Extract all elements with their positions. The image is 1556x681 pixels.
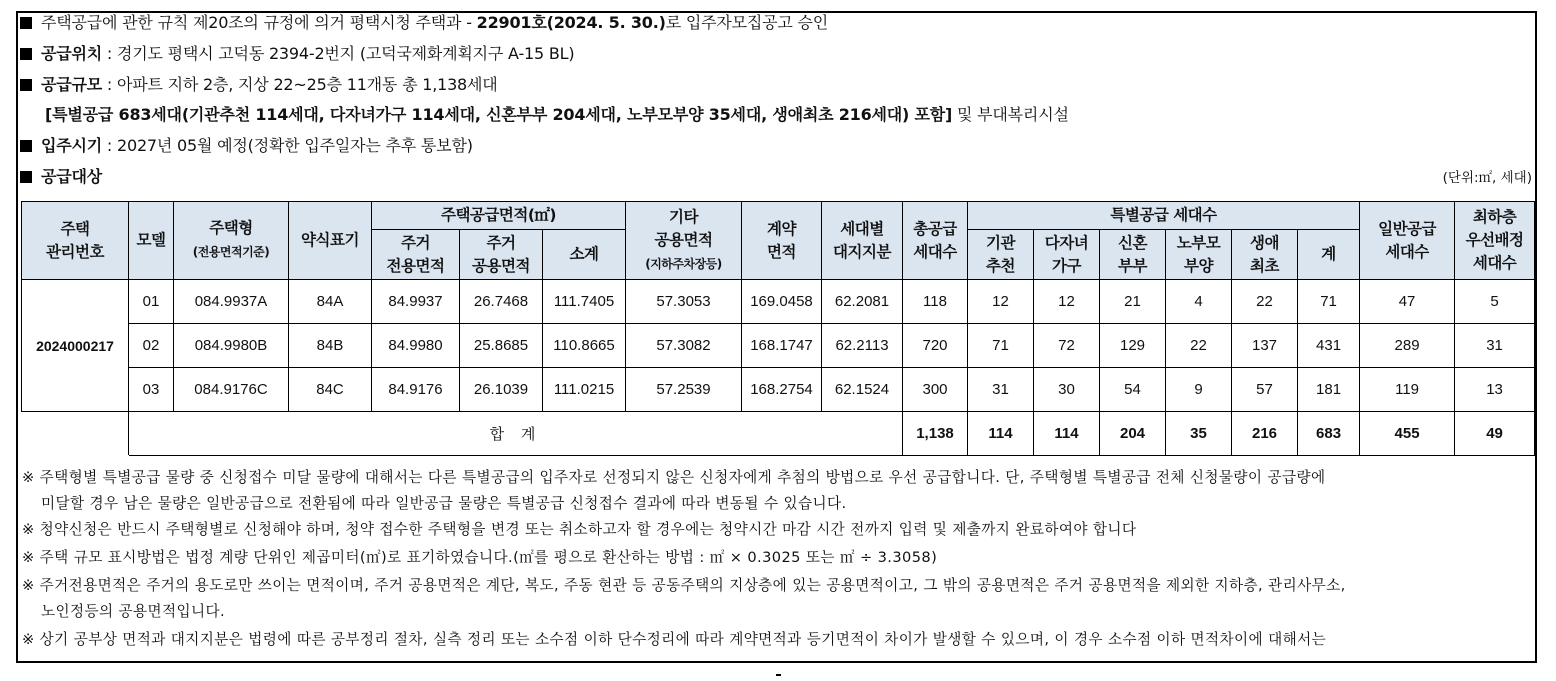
total-newlywed: 204 [1100, 412, 1166, 456]
cell-multi: 12 [1034, 280, 1100, 324]
scale-value: : 아파트 지하 2층, 지상 22~25층 11개동 총 1,138세대 [102, 75, 498, 94]
square-bullet-icon [20, 17, 32, 29]
cell-land: 62.2113 [822, 324, 903, 368]
th-exclusive: 주거 전용면적 [372, 230, 460, 280]
th-first: 생애 최초 [1232, 230, 1298, 280]
target-line [20, 166, 102, 188]
movein-line [20, 135, 473, 157]
cell-multi: 72 [1034, 324, 1100, 368]
cell-elder: 4 [1166, 280, 1232, 324]
cell-elder: 9 [1166, 368, 1232, 412]
cell-contract: 168.1747 [742, 324, 822, 368]
cell-priority: 13 [1455, 368, 1535, 412]
cell-first: 57 [1232, 368, 1298, 412]
cell-newlywed: 21 [1100, 280, 1166, 324]
cell-general: 289 [1360, 324, 1455, 368]
movein-label: 입주시기 [41, 136, 103, 155]
th-elder: 노부모 부양 [1166, 230, 1232, 280]
th-newlywed: 신혼 부부 [1100, 230, 1166, 280]
cell-abbr: 84C [289, 368, 372, 412]
approval-number: 22901호(2024. 5. 30.) [476, 13, 666, 32]
th-model: 모델 [129, 202, 174, 280]
cell-priority: 5 [1455, 280, 1535, 324]
th-general: 일반공급 세대수 [1360, 202, 1455, 280]
cell-other: 57.3082 [626, 324, 742, 368]
cell-total: 118 [903, 280, 968, 324]
total-multi: 114 [1034, 412, 1100, 456]
note-item: ※ 주택형별 특별공급 물량 중 신청접수 미달 물량에 대해서는 다른 특별공급의 입주자로 선정되지 않은 신청자에게 추첨의 방법으로 우선 공급합니다. 단, 주택형별 특별공급 전체 신청물량이 공급량에 [22, 469, 1326, 486]
cell-land: 62.1524 [822, 368, 903, 412]
table-row [22, 280, 1535, 324]
cell-exclusive: 84.9937 [372, 280, 460, 324]
cell-sum: 431 [1298, 324, 1360, 368]
cell-first: 22 [1232, 280, 1298, 324]
cell-common: 25.8685 [460, 324, 543, 368]
approval-suffix: 로 입주자모집공고 승인 [665, 13, 829, 32]
cell-newlywed: 129 [1100, 324, 1166, 368]
square-bullet-icon [20, 171, 32, 183]
total-label: 합 계 [129, 412, 903, 456]
th-type: 주택형 (전용면적기준) [174, 202, 289, 280]
supply-table [21, 201, 1535, 456]
cell-sum: 71 [1298, 280, 1360, 324]
cell-type: 084.9937A [174, 280, 289, 324]
total-sum: 683 [1298, 412, 1360, 456]
th-special-sum: 계 [1298, 230, 1360, 280]
total-priority: 49 [1455, 412, 1535, 456]
location-label: 공급위치 [41, 44, 103, 63]
square-bullet-icon [20, 79, 32, 91]
note-item: 미달할 경우 남은 물량은 일반공급으로 전환됨에 따라 일반공급 물량은 특별공급 신청접수 결과에 따라 변동될 수 있습니다. [41, 495, 847, 512]
th-land: 세대별 대지지분 [822, 202, 903, 280]
th-contract: 계약 면적 [742, 202, 822, 280]
scale-detail-suffix: 및 부대복리시설 [952, 105, 1069, 124]
cell-model: 02 [129, 324, 174, 368]
cell-first: 137 [1232, 324, 1298, 368]
cell-contract: 168.2754 [742, 368, 822, 412]
note-item: ※ 주택 규모 표시방법은 법정 계량 단위인 제곱미터(㎡)로 표기하였습니다.(㎡를 평으로 환산하는 방법 : ㎡ × 0.3025 또는 ㎡ ÷ 3.3058) [22, 549, 938, 566]
square-bullet-icon [20, 48, 32, 60]
cell-inst: 71 [968, 324, 1034, 368]
th-other-common: 기타 공용면적 (지하주차장등) [626, 202, 742, 280]
total-row [22, 412, 1535, 456]
cell-general: 119 [1360, 368, 1455, 412]
cell-inst: 31 [968, 368, 1034, 412]
target-label: 공급대상 [41, 167, 103, 186]
th-area-group: 주택공급면적(㎡) [372, 202, 626, 230]
scale-label: 공급규모 [41, 75, 103, 94]
location-line [20, 43, 574, 65]
cell-subtotal: 111.7405 [543, 280, 626, 324]
cell-abbr: 84B [289, 324, 372, 368]
cell-newlywed: 54 [1100, 368, 1166, 412]
unit-note: (단위:㎡, 세대) [1442, 170, 1532, 186]
cell-general: 47 [1360, 280, 1455, 324]
page-mark [776, 674, 781, 681]
cell-land: 62.2081 [822, 280, 903, 324]
cell-common: 26.7468 [460, 280, 543, 324]
cell-subtotal: 110.8665 [543, 324, 626, 368]
scale-detail-line [45, 104, 1069, 126]
cell-abbr: 84A [289, 280, 372, 324]
cell-total: 300 [903, 368, 968, 412]
cell-inst: 12 [968, 280, 1034, 324]
cell-model: 03 [129, 368, 174, 412]
cell-other: 57.2539 [626, 368, 742, 412]
total-blank-cell [22, 412, 129, 456]
total-first: 216 [1232, 412, 1298, 456]
total-general: 455 [1360, 412, 1455, 456]
mgmt-no-cell: 2024000217 [22, 280, 129, 412]
cell-contract: 169.0458 [742, 280, 822, 324]
cell-exclusive: 84.9980 [372, 324, 460, 368]
th-abbr: 약식표기 [289, 202, 372, 280]
cell-model: 01 [129, 280, 174, 324]
cell-subtotal: 111.0215 [543, 368, 626, 412]
square-bullet-icon [20, 140, 32, 152]
note-item: ※ 상기 공부상 면적과 대지지분은 법령에 따른 공부정리 절차, 실측 정리 또는 소수점 이하 단수정리에 따라 계약면적과 등기면적이 차이가 발생할 수 있으며, 이 경우 소수점 이하 면적차이에 대해서는 [22, 631, 1327, 648]
th-mgmt-no: 주택 관리번호 [22, 202, 129, 280]
cell-common: 26.1039 [460, 368, 543, 412]
cell-elder: 22 [1166, 324, 1232, 368]
total-inst: 114 [968, 412, 1034, 456]
approval-line [20, 12, 828, 34]
th-multi: 다자녀 가구 [1034, 230, 1100, 280]
th-subtotal: 소계 [543, 230, 626, 280]
note-item: ※ 청약신청은 반드시 주택형별로 신청해야 하며, 청약 접수한 주택형을 변경 또는 취소하고자 할 경우에는 청약시간 마감 시간 전까지 입력 및 제출까지 완료하여야 합니다 [22, 521, 1137, 538]
note-item: 노인정등의 공용면적입니다. [41, 603, 226, 620]
note-item: ※ 주거전용면적은 주거의 용도로만 쓰이는 면적이며, 주거 공용면적은 계단, 복도, 주동 현관 등 공동주택의 지상층에 있는 공용면적이고, 그 밖의 공용면적은 주거 공용면적을 제외한 지하층, 관리사무소, [22, 577, 1346, 594]
approval-text: 주택공급에 관한 규칙 제20조의 규정에 의거 평택시청 주택과 - [41, 13, 472, 32]
cell-other: 57.3053 [626, 280, 742, 324]
scale-line [20, 74, 498, 96]
cell-type: 084.9980B [174, 324, 289, 368]
total-elder: 35 [1166, 412, 1232, 456]
th-inst: 기관 추천 [968, 230, 1034, 280]
cell-priority: 31 [1455, 324, 1535, 368]
movein-value: : 2027년 05월 예정(정확한 입주일자는 추후 통보함) [102, 136, 473, 155]
table-row [22, 368, 1535, 412]
location-value: : 경기도 평택시 고덕동 2394-2번지 (고덕국제화계획지구 A-15 BL) [102, 44, 575, 63]
cell-type: 084.9176C [174, 368, 289, 412]
cell-exclusive: 84.9176 [372, 368, 460, 412]
th-common: 주거 공용면적 [460, 230, 543, 280]
th-total-units: 총공급 세대수 [903, 202, 968, 280]
th-priority: 최하층 우선배정 세대수 [1455, 202, 1535, 280]
table-row [22, 324, 1535, 368]
th-special-group: 특별공급 세대수 [968, 202, 1360, 230]
cell-total: 720 [903, 324, 968, 368]
cell-multi: 30 [1034, 368, 1100, 412]
total-cell: 1,138 [903, 412, 968, 456]
scale-detail: [특별공급 683세대(기관추천 114세대, 다자녀가구 114세대, 신혼부부 204세대, 노부모부양 35세대, 생애최초 216세대) 포함] [45, 105, 953, 124]
cell-sum: 181 [1298, 368, 1360, 412]
